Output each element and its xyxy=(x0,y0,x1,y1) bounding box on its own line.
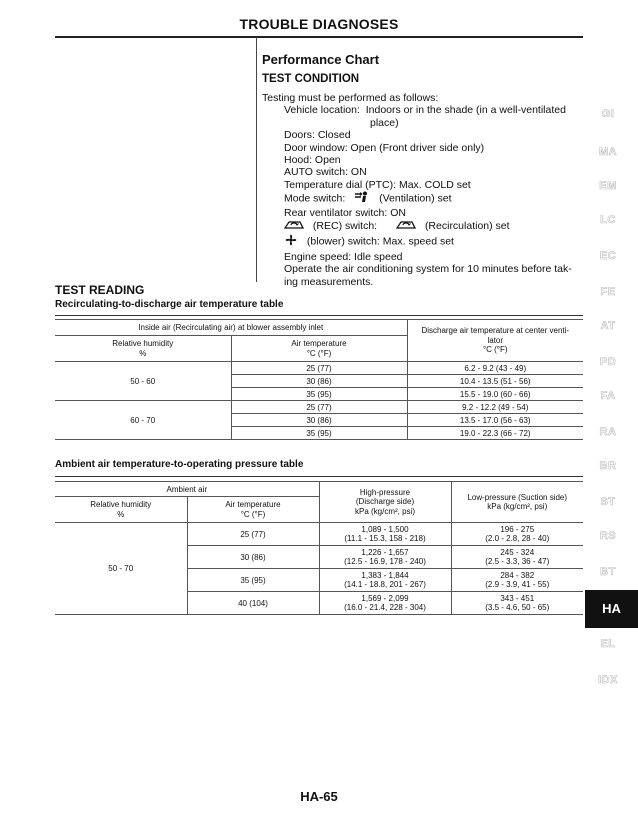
section-tab-at[interactable]: AT xyxy=(600,320,616,332)
air-temp-cell: 25 (77) xyxy=(231,401,407,414)
cond-temp-dial: Temperature dial (PTC): Max. COLD set xyxy=(284,178,471,191)
section-title: Performance Chart xyxy=(262,52,380,67)
cond-doors: Doors: Closed xyxy=(284,129,351,142)
high-alt-units: (11.1 - 15.3, 158 - 218) xyxy=(344,534,426,543)
cond-hood: Hood: Open xyxy=(284,154,341,167)
humidity-cell: 50 - 70 xyxy=(55,523,187,615)
high-header-line3: kPa (kg/cm², psi) xyxy=(354,506,415,516)
discharge-cell: 6.2 - 9.2 (43 - 49) xyxy=(407,362,583,375)
inside-air-header: Inside air (Recirculating air) at blower assembly inlet xyxy=(55,320,407,336)
high-header-line2: (Discharge side) xyxy=(355,497,415,507)
cond-location-label: Vehicle location: xyxy=(284,104,360,117)
section-tab-idx[interactable]: IDX xyxy=(598,674,618,686)
cond-window: Door window: Open (Front driver side only) xyxy=(284,141,485,154)
air-temp-header-line1: Air temperature xyxy=(291,339,347,348)
section-tab-ec[interactable]: EC xyxy=(599,250,617,262)
section-tab-ma[interactable]: MA xyxy=(598,146,618,158)
recirculation-icon xyxy=(396,219,416,233)
discharge-header xyxy=(407,320,583,362)
cond-rec-value: (Recirculation) set xyxy=(424,220,510,233)
discharge-cell: 15.5 - 19.0 (60 - 66) xyxy=(407,388,583,401)
air-temp-header-line2: °C (°F) xyxy=(240,509,266,519)
section-tab-fa[interactable]: FA xyxy=(600,390,616,402)
cond-rear: Rear ventilator switch: ON xyxy=(284,206,406,219)
operating-pressure-table xyxy=(55,481,583,615)
cond-mode-value: (Ventilation) set xyxy=(379,192,452,205)
high-alt-units: (12.5 - 16.9, 178 - 240) xyxy=(344,557,426,566)
discharge-header-line3: °C (°F) xyxy=(482,345,508,355)
discharge-cell: 19.0 - 22.3 (66 - 72) xyxy=(407,427,583,440)
discharge-cell: 9.2 - 12.2 (49 - 54) xyxy=(407,401,583,414)
low-pressure-header xyxy=(451,482,583,523)
air-temp-cell: 35 (95) xyxy=(187,569,319,592)
section-tab-ra[interactable]: RA xyxy=(599,426,617,438)
air-temp-cell: 35 (95) xyxy=(231,388,407,401)
cond-location-cont: place) xyxy=(370,116,399,129)
high-pressure-header xyxy=(319,482,451,523)
cond-blower xyxy=(262,233,572,250)
table2-title: Ambient air temperature-to-operating pressure table xyxy=(55,459,304,470)
test-condition-list xyxy=(262,92,572,288)
discharge-header-line2: lator xyxy=(487,335,504,345)
low-pressure-cell xyxy=(451,546,583,569)
test-condition-heading: TEST CONDITION xyxy=(262,73,360,85)
section-tab-lc[interactable]: LC xyxy=(600,214,616,226)
recirculation-icon xyxy=(284,219,304,233)
high-pressure-cell xyxy=(319,523,451,546)
high-pressure-cell xyxy=(319,592,451,615)
ambient-air-header: Ambient air xyxy=(55,482,319,497)
low-header-line1: Low-pressure (Suction side) xyxy=(467,492,568,502)
low-kpa: 284 - 382 xyxy=(500,570,535,580)
air-temp-cell: 35 (95) xyxy=(231,427,407,440)
cond-mode xyxy=(262,191,572,206)
table2-top-rule xyxy=(55,476,583,477)
cond-auto: AUTO switch: ON xyxy=(284,166,367,179)
cond-operate-cont: ing measurements. xyxy=(284,275,374,288)
air-temp-cell: 25 (77) xyxy=(187,523,319,546)
high-alt-units: (16.0 - 21.4, 228 - 304) xyxy=(344,603,426,612)
discharge-temperature-table xyxy=(55,319,583,440)
high-kpa: 1,569 - 2,099 xyxy=(361,593,409,603)
page-number: HA-65 xyxy=(300,789,338,804)
humidity-header-line1: Relative humidity xyxy=(112,339,174,348)
section-tab-pd[interactable]: PD xyxy=(599,356,617,368)
test-reading-heading: TEST READING xyxy=(55,283,145,297)
low-kpa: 343 - 451 xyxy=(500,593,535,603)
column-divider xyxy=(256,37,257,282)
table1-top-rule xyxy=(55,315,583,316)
section-tab-br[interactable]: BR xyxy=(599,460,617,472)
section-tab-rs[interactable]: RS xyxy=(599,530,617,542)
air-temp-cell: 30 (86) xyxy=(187,546,319,569)
section-tab-fe[interactable]: FE xyxy=(600,286,616,298)
humidity-header xyxy=(55,336,231,362)
low-alt-units: (2.9 - 3.9, 41 - 55) xyxy=(485,580,550,589)
low-header-line2: kPa (kg/cm², psi) xyxy=(487,502,548,511)
high-kpa: 1,089 - 1,500 xyxy=(361,524,409,534)
air-temp-header xyxy=(187,497,319,523)
humidity-cell: 50 - 60 xyxy=(55,362,231,401)
cond-location-value: Indoors or in the shade (in a well-ventilated xyxy=(365,104,566,117)
high-kpa: 1,383 - 1,844 xyxy=(361,570,409,580)
low-kpa: 196 - 275 xyxy=(500,524,535,534)
low-alt-units: (2.5 - 3.3, 36 - 47) xyxy=(485,557,550,566)
low-pressure-cell xyxy=(451,592,583,615)
air-temp-header xyxy=(231,336,407,362)
low-alt-units: (3.5 - 4.6, 50 - 65) xyxy=(485,603,550,612)
air-temp-cell: 30 (86) xyxy=(231,375,407,388)
humidity-header-line2: % xyxy=(117,509,125,519)
section-tab-em[interactable]: EM xyxy=(599,180,617,192)
discharge-cell: 13.5 - 17.0 (56 - 63) xyxy=(407,414,583,427)
cond-operate: Operate the air conditioning system for 10 minutes before tak- xyxy=(284,263,572,276)
air-temp-cell: 25 (77) xyxy=(231,362,407,375)
low-pressure-cell xyxy=(451,569,583,592)
section-tab-bt[interactable]: BT xyxy=(600,566,616,578)
cond-intro: Testing must be performed as follows: xyxy=(262,92,439,104)
humidity-header xyxy=(55,497,187,523)
air-temp-cell: 30 (86) xyxy=(231,414,407,427)
section-tab-el[interactable]: EL xyxy=(600,638,616,650)
low-pressure-cell xyxy=(451,523,583,546)
humidity-cell: 60 - 70 xyxy=(55,401,231,440)
ventilation-mode-icon xyxy=(354,191,370,206)
section-tab-gi[interactable]: GI xyxy=(601,108,615,120)
air-temp-header-line2: °C (°F) xyxy=(306,348,332,358)
cond-rec-label: (REC) switch: xyxy=(312,220,378,233)
discharge-header-line1: Discharge air temperature at center venti- xyxy=(421,326,570,336)
cond-rec xyxy=(262,219,572,233)
fan-icon xyxy=(284,233,298,250)
header-rule xyxy=(55,36,583,38)
humidity-header-line2: % xyxy=(139,348,147,358)
high-kpa: 1,226 - 1,657 xyxy=(361,547,409,557)
high-alt-units: (14.1 - 18.8, 201 - 267) xyxy=(344,580,426,589)
air-temp-cell: 40 (104) xyxy=(187,592,319,615)
cond-mode-label: Mode switch: xyxy=(284,192,346,205)
section-tab-st[interactable]: ST xyxy=(600,496,616,508)
high-pressure-cell xyxy=(319,569,451,592)
high-header-line1: High-pressure xyxy=(359,487,411,497)
table1-title: Recirculating-to-discharge air temperature table xyxy=(55,299,284,310)
high-pressure-cell xyxy=(319,546,451,569)
cond-engine: Engine speed: Idle speed xyxy=(284,250,403,263)
humidity-header-line1: Relative humidity xyxy=(90,500,152,509)
low-alt-units: (2.0 - 2.8, 28 - 40) xyxy=(485,534,550,543)
discharge-cell: 10.4 - 13.5 (51 - 56) xyxy=(407,375,583,388)
cond-blower-value: (blower) switch: Max. speed set xyxy=(306,235,454,248)
page-header: TROUBLE DIAGNOSES xyxy=(239,16,399,32)
low-kpa: 245 - 324 xyxy=(500,547,535,557)
section-tab-ha-active[interactable]: HA xyxy=(585,590,638,628)
air-temp-header-line1: Air temperature xyxy=(225,500,281,509)
cond-location xyxy=(262,104,572,116)
